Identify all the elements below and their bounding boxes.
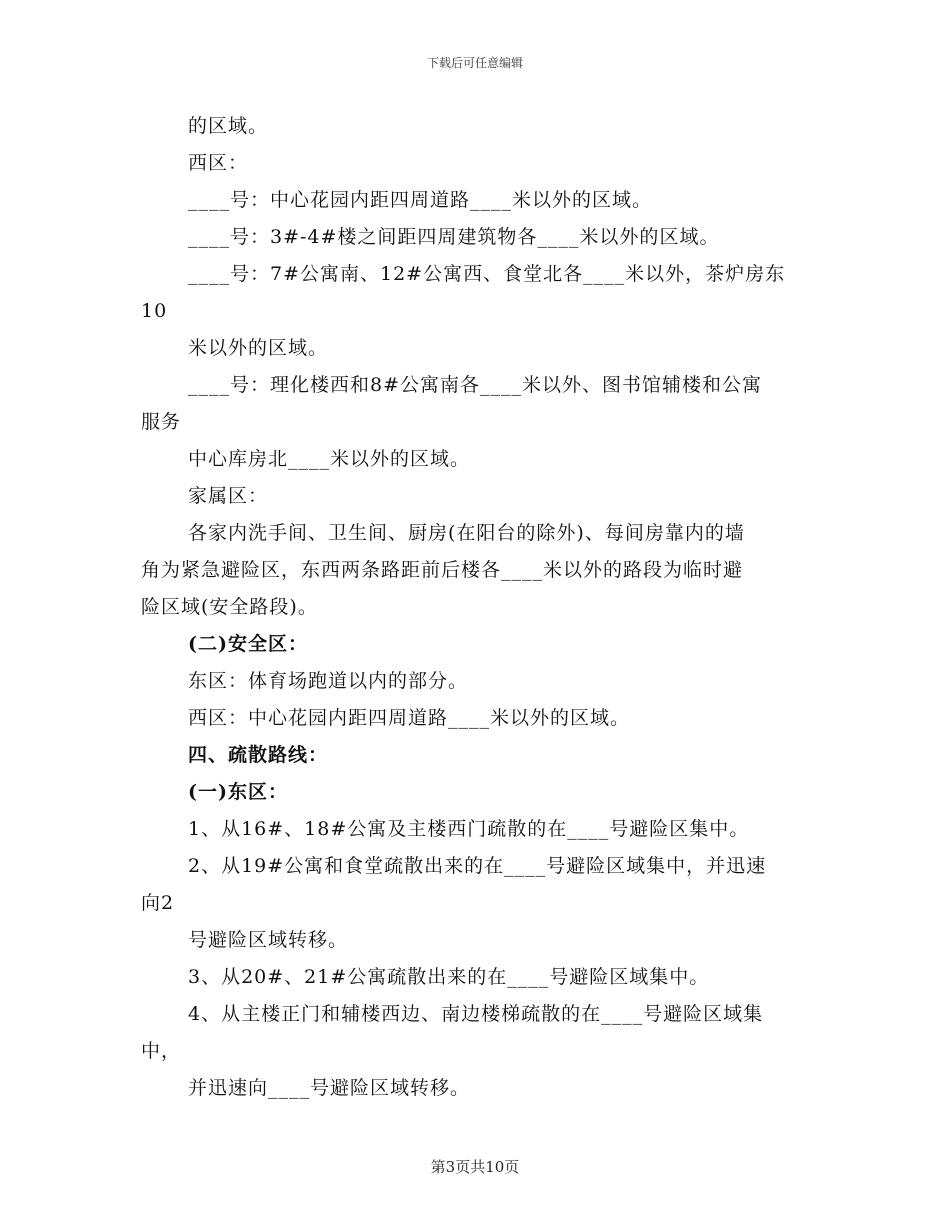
text-line: 米以外的区域。 xyxy=(188,337,329,359)
text-line: 的区域。 xyxy=(188,115,269,137)
text-line: ____号：理化楼西和8#公寓南各____米以外、图书馆辅楼和公寓 xyxy=(188,374,763,396)
text-line: 各家内洗手间、卫生间、厨房(在阳台的除外)、每间房靠内的墙 xyxy=(188,522,745,544)
text-line: 中心库房北____米以外的区域。 xyxy=(188,448,471,470)
page-header: 下载后可任意编辑 xyxy=(426,56,523,70)
text-line: 中， xyxy=(141,1040,182,1062)
text-line: 东区：体育场跑道以内的部分。 xyxy=(188,670,469,692)
text-line: 向2 xyxy=(141,892,175,914)
text-line: 2、从19#公寓和食堂疏散出来的在____号避险区域集中，并迅速 xyxy=(188,855,767,877)
text-line: 险区域(安全路段)。 xyxy=(141,596,318,618)
text-line: 10 xyxy=(141,300,168,322)
text-line: 号避险区域转移。 xyxy=(188,929,349,951)
text-line: 1、从16#、18#公寓及主楼西门疏散的在____号避险区集中。 xyxy=(188,818,750,840)
text-line: 西区： xyxy=(188,152,249,174)
text-line: 并迅速向____号避险区域转移。 xyxy=(188,1077,471,1099)
text-line: 四、疏散路线： xyxy=(188,744,329,766)
text-line: 西区：中心花园内距四周道路____米以外的区域。 xyxy=(188,707,631,729)
text-line: 服务 xyxy=(141,411,182,433)
text-line: 3、从20#、21#公寓疏散出来的在____号避险区域集中。 xyxy=(188,966,710,988)
page-number-footer: 第3页共10页 xyxy=(430,1158,520,1176)
text-line: ____号：中心花园内距四周道路____米以外的区域。 xyxy=(188,189,653,211)
text-line: ____号：3#-4#楼之间距四周建筑物各____米以外的区域。 xyxy=(188,226,720,248)
document-body xyxy=(141,108,811,1107)
text-line: ____号：7#公寓南、12#公寓西、食堂北各____米以外，茶炉房东 xyxy=(188,263,786,285)
text-line: 角为紧急避险区，东西两条路距前后楼各____米以外的路段为临时避 xyxy=(141,559,744,581)
text-line: (二)安全区： xyxy=(188,633,308,655)
text-line: 家属区： xyxy=(188,485,269,507)
text-line: (一)东区： xyxy=(188,781,288,803)
text-line: 4、从主楼正门和辅楼西边、南边楼梯疏散的在____号避险区域集 xyxy=(188,1003,764,1025)
